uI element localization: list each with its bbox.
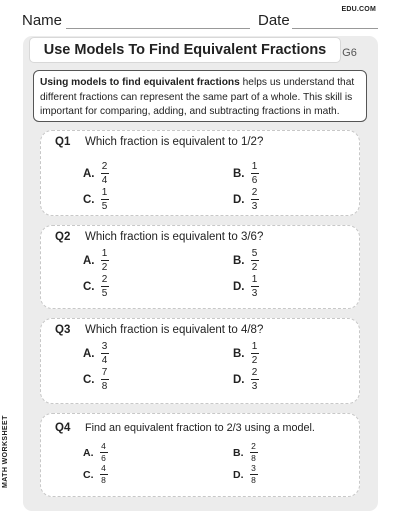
question-card-1 xyxy=(40,130,360,216)
date-line[interactable] xyxy=(292,28,378,29)
numerator: 1 xyxy=(101,187,108,198)
numerator: 2 xyxy=(251,441,256,451)
denominator: 3 xyxy=(251,381,258,392)
denominator: 8 xyxy=(101,475,106,485)
denominator: 3 xyxy=(251,201,258,212)
option-letter: A. xyxy=(83,446,94,459)
option-letter: A. xyxy=(83,254,95,267)
denominator: 8 xyxy=(251,453,256,463)
option-d[interactable] xyxy=(233,464,258,485)
option-letter: B. xyxy=(233,167,245,180)
denominator: 6 xyxy=(101,453,106,463)
denominator: 4 xyxy=(101,175,108,186)
option-b[interactable] xyxy=(233,161,259,186)
numerator: 4 xyxy=(101,441,106,451)
fraction xyxy=(101,248,109,273)
fraction xyxy=(101,161,109,186)
option-letter: D. xyxy=(233,468,244,481)
option-b[interactable] xyxy=(233,341,259,366)
numerator: 4 xyxy=(101,463,106,473)
name-label: Name xyxy=(22,12,63,29)
option-letter: B. xyxy=(233,446,244,459)
denominator: 3 xyxy=(251,288,258,299)
denominator: 2 xyxy=(251,262,258,273)
option-letter: A. xyxy=(83,347,95,360)
denominator: 5 xyxy=(101,201,108,212)
numerator: 2 xyxy=(101,161,108,172)
option-letter: C. xyxy=(83,468,94,481)
intro-text: helps us understand that different fractions can represent the same part of a whole. This skill is important for comparing, adding, and subtracting fractions in math. xyxy=(40,77,355,117)
option-letter: C. xyxy=(83,193,95,206)
denominator: 6 xyxy=(251,175,258,186)
fraction xyxy=(101,274,109,299)
question-number: Q1 xyxy=(55,136,71,148)
fraction xyxy=(101,367,109,392)
numerator: 1 xyxy=(251,341,258,352)
option-c[interactable] xyxy=(83,187,109,212)
fraction xyxy=(251,367,259,392)
option-d[interactable] xyxy=(233,367,259,392)
option-c[interactable] xyxy=(83,274,109,299)
question-text: Which fraction is equivalent to 4/8? xyxy=(85,324,264,336)
option-letter: D. xyxy=(233,193,245,206)
name-line[interactable] xyxy=(66,28,250,29)
option-letter: C. xyxy=(83,373,95,386)
worksheet-title: Use Models To Find Equivalent Fractions xyxy=(29,37,341,63)
option-b[interactable] xyxy=(233,248,259,273)
fraction xyxy=(250,464,258,485)
denominator: 2 xyxy=(251,355,258,366)
option-letter: B. xyxy=(233,254,245,267)
date-label: Date xyxy=(258,12,290,29)
numerator: 1 xyxy=(251,161,258,172)
fraction xyxy=(101,187,109,212)
question-number: Q3 xyxy=(55,324,71,336)
question-text: Which fraction is equivalent to 3/6? xyxy=(85,231,264,243)
numerator: 1 xyxy=(101,248,108,259)
fraction xyxy=(100,442,108,463)
option-a[interactable] xyxy=(83,248,109,273)
numerator: 2 xyxy=(251,187,258,198)
fraction xyxy=(251,248,259,273)
question-card-2 xyxy=(40,225,360,309)
option-c[interactable] xyxy=(83,367,109,392)
numerator: 7 xyxy=(101,367,108,378)
question-number: Q2 xyxy=(55,231,71,243)
question-text: Find an equivalent fraction to 2/3 using a model. xyxy=(85,422,315,434)
intro-box xyxy=(33,70,367,122)
question-card-3 xyxy=(40,318,360,404)
question-text: Which fraction is equivalent to 1/2? xyxy=(85,136,264,148)
option-b[interactable] xyxy=(233,442,258,463)
numerator: 1 xyxy=(251,274,258,285)
fraction xyxy=(251,274,259,299)
option-letter: D. xyxy=(233,280,245,293)
denominator: 8 xyxy=(101,381,108,392)
numerator: 2 xyxy=(251,367,258,378)
option-a[interactable] xyxy=(83,161,109,186)
side-label: MATH WORKSHEET xyxy=(2,415,9,488)
denominator: 8 xyxy=(251,475,256,485)
denominator: 2 xyxy=(101,262,108,273)
option-letter: C. xyxy=(83,280,95,293)
option-letter: A. xyxy=(83,167,95,180)
denominator: 5 xyxy=(101,288,108,299)
numerator: 2 xyxy=(101,274,108,285)
option-a[interactable] xyxy=(83,442,108,463)
option-a[interactable] xyxy=(83,341,109,366)
option-c[interactable] xyxy=(83,464,108,485)
intro-bold: Using models to find equivalent fractions xyxy=(40,77,240,88)
fraction xyxy=(101,341,109,366)
denominator: 4 xyxy=(101,355,108,366)
brand-logo: EDU.COM xyxy=(341,6,376,13)
option-letter: D. xyxy=(233,373,245,386)
numerator: 5 xyxy=(251,248,258,259)
fraction xyxy=(250,442,258,463)
numerator: 3 xyxy=(251,463,256,473)
option-letter: B. xyxy=(233,347,245,360)
question-card-4 xyxy=(40,413,360,497)
fraction xyxy=(251,187,259,212)
question-number: Q4 xyxy=(55,422,71,434)
numerator: 3 xyxy=(101,341,108,352)
fraction xyxy=(100,464,108,485)
option-d[interactable] xyxy=(233,274,259,299)
grade-badge: G6 xyxy=(342,47,357,59)
option-d[interactable] xyxy=(233,187,259,212)
fraction xyxy=(251,341,259,366)
fraction xyxy=(251,161,259,186)
